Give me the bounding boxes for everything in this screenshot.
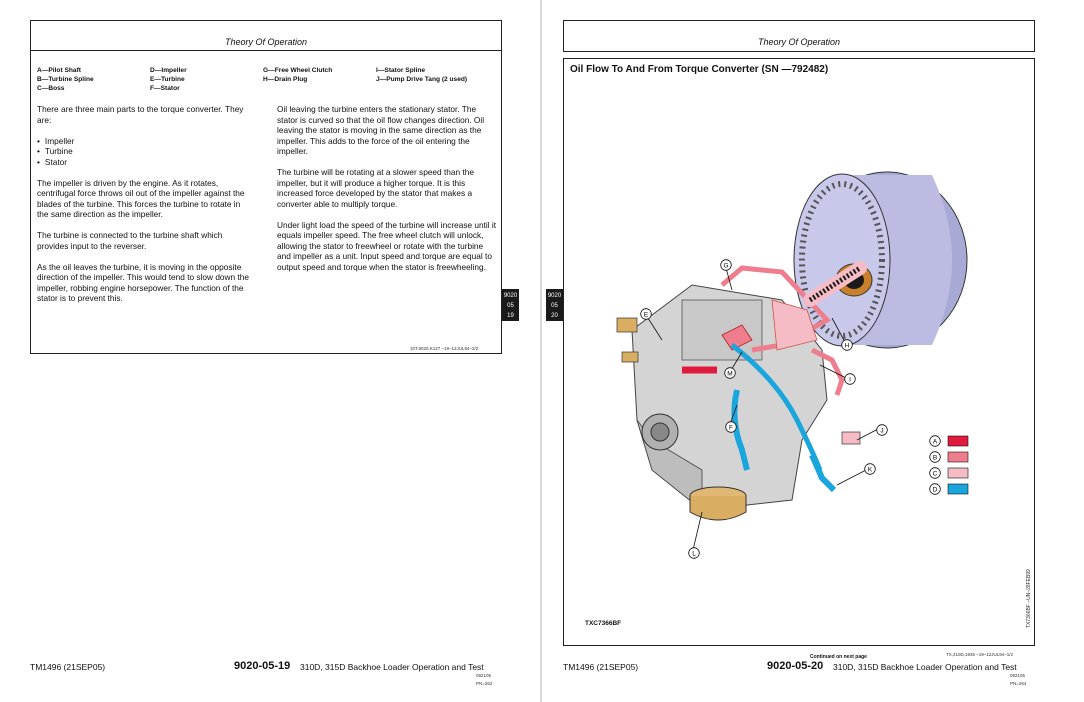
flow-key-d [929, 482, 971, 500]
callout-i [844, 372, 856, 390]
paragraph: The impeller is driven by the engine. As it rotates, centrifugal force throws oil out of the impeller against the blades of the turbine. This forces the turbine to rotate in the same direction as the impeller. [37, 177, 245, 219]
legend-item: C—Boss [37, 85, 65, 92]
footer-manual-code: TM1496 (21SEP05) [30, 662, 106, 672]
legend-item: A—Pilot Shaft [37, 67, 81, 74]
legend-column-2 [150, 66, 260, 93]
text-column-1 [37, 104, 249, 314]
footer-pn: PN=264 [1010, 681, 1027, 686]
svg-text:H: H [844, 342, 850, 350]
continued-note: Continued on next page [810, 654, 867, 660]
document-reference: TX,210D,1935 –19–12JUL94–1/2 [946, 652, 1014, 657]
legend-item: G—Free Wheel Clutch [263, 67, 333, 74]
svg-text:G: G [723, 262, 729, 270]
page-header-title: Theory Of Operation [757, 37, 841, 47]
svg-text:D: D [932, 486, 938, 494]
figure-vertical-reference: TX7366BF –UN–28FEB99 [1026, 569, 1032, 628]
text-column-2 [277, 104, 497, 283]
callout-k [864, 462, 876, 480]
bullet-list [37, 136, 249, 168]
footer-date-code: 092105 [476, 673, 492, 678]
svg-text:A: A [932, 438, 938, 446]
callout-h [841, 338, 853, 356]
footer-page-number: 9020-05-20 [767, 660, 824, 672]
footer-pn: PN=262 [476, 681, 493, 686]
left-page [0, 0, 541, 702]
legend-column-1 [37, 66, 147, 93]
header-rule [30, 50, 502, 51]
footer-manual-title: 310D, 315D Backhoe Loader Operation and Test [300, 662, 484, 672]
footer-date-code: 092105 [1010, 673, 1026, 678]
paragraph: Under light load the speed of the turbine will increase until it equals impeller speed. The free wheel clutch will unlock, allowing the stator to freewheel or rotate with the turbine and impeller as a unit. Input speed and torque are equal to output speed and torque when the stator is freewheeling. [277, 219, 497, 272]
document-reference: 10T.9020.K127 –19–12JUL94–2/2 [410, 346, 479, 351]
figure-code: TXC7366BF [585, 620, 622, 627]
svg-text:F: F [729, 424, 733, 432]
paragraph: There are three main parts to the torque converter. They are: [37, 104, 244, 125]
svg-text:E: E [643, 311, 649, 319]
callout-j [876, 423, 888, 441]
page-header-title: Theory Of Operation [224, 37, 308, 47]
bullet-item: • Stator [37, 157, 249, 168]
legend-item: B—Turbine Spline [37, 76, 94, 83]
svg-text:I: I [849, 376, 851, 384]
svg-text:B: B [932, 454, 938, 462]
callout-f [725, 420, 737, 438]
paragraph: The turbine is connected to the turbine shaft which provides input to the reverser. [37, 230, 223, 251]
legend-item: F—Stator [150, 85, 180, 92]
callout-m [724, 366, 736, 384]
callout-e [640, 307, 652, 325]
svg-text:C: C [932, 470, 938, 478]
legend-item: D—Impeller [150, 67, 187, 74]
paragraph: Oil leaving the turbine enters the stationary stator. The stator is curved so that the oil flow changes direction. Oil leaving the stator is moving in the same direction as the impeller. This adds to the force of the oil entering the impeller. [277, 104, 485, 156]
legend-column-4 [376, 66, 501, 84]
section-tab: 9020 05 20 [546, 289, 563, 321]
torque-converter-oil-flow-illustration [542, 0, 1084, 702]
section-tab: 9020 05 19 [502, 289, 519, 321]
right-page [542, 0, 1084, 702]
svg-text:M: M [727, 370, 733, 378]
legend-column-3 [263, 66, 373, 84]
footer-manual-code: TM1496 (21SEP05) [563, 662, 639, 672]
legend-item: I—Stator Spline [376, 67, 426, 74]
bullet-item: • Turbine [37, 146, 249, 157]
section-title: Oil Flow To And From Torque Converter (SN —792482) [570, 64, 829, 75]
footer-manual-title: 310D, 315D Backhoe Loader Operation and Test [833, 662, 1017, 672]
callout-g [720, 258, 732, 276]
svg-text:J: J [880, 427, 884, 435]
legend-item: H—Drain Plug [263, 76, 308, 83]
paragraph: The turbine will be rotating at a slower speed than the impeller, but it will produce a higher torque. It is this increased force developed by the stator that makes a converter able to multiply torque. [277, 167, 474, 209]
svg-text:K: K [867, 466, 873, 474]
svg-text:L: L [692, 550, 696, 558]
bullet-item: • Impeller [37, 136, 249, 147]
oil-filter [690, 487, 746, 520]
paragraph: As the oil leaves the turbine, it is moving in the opposite direction of the impeller. This would tend to slow down the impeller, robbing engine horsepower. The function of the stator is to prevent this. [37, 261, 249, 303]
footer-page-number: 9020-05-19 [234, 660, 291, 672]
legend-item: J—Pump Drive Tang (2 used) [376, 76, 468, 83]
callout-l [688, 546, 700, 564]
legend-item: E—Turbine [150, 76, 185, 83]
